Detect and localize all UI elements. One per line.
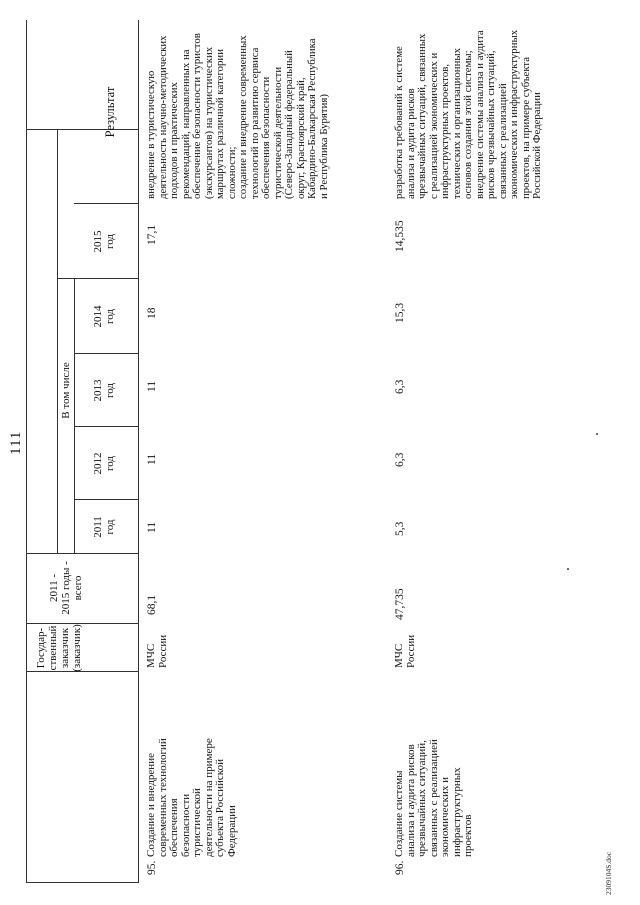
header-in-that-number: В том числе xyxy=(60,362,72,419)
row-number: 95. xyxy=(146,860,158,875)
row-customer: МЧС России xyxy=(393,634,417,668)
row-name: Создание системы анализа и аудита рисков чрезвычайных ситуаций, связанных с реализацией экономических и инфраструктурных проектов xyxy=(393,739,474,857)
header-year-2014: 2014 год xyxy=(92,305,116,328)
row-number: 96. xyxy=(394,860,406,875)
grid-left-border xyxy=(26,882,138,883)
row-2011: 5,3 xyxy=(394,521,406,536)
scan-speck xyxy=(596,434,598,436)
row-2012: 6,3 xyxy=(394,452,406,467)
header-customer: Государ- ственный заказчик (заказчик) xyxy=(35,624,83,672)
row-2015: 17,1 xyxy=(146,224,158,245)
row-result: внедрение в туристическую деятельность научно-методических подходов и практических рекомендаций, направленных на обеспечение безопасности туристов (экскурсантов) на туристических маршрутах различной категории сложности; создание и внедрение современных технологий по развитию сервиса обеспечения безопасности туристической деятельности (Северо-Западный федеральный округ, Красноярский край, Кабардино-Балкарская Республика и Республика Бурятия) xyxy=(145,33,330,199)
header-year-2015: 2015 год xyxy=(92,230,116,253)
row-2014: 15,3 xyxy=(394,302,406,323)
row-2015: 14,535 xyxy=(394,220,406,252)
row-2013: 11 xyxy=(146,380,158,392)
table-top-border xyxy=(26,20,27,883)
row-total: 47,735 xyxy=(394,588,406,620)
header-total: 2011 - 2015 годы - всего xyxy=(48,561,84,615)
page-number: 111 xyxy=(8,430,24,455)
row-name: Создание и внедрение современных технологий обеспечения безопасности туристической деятельности на примере субъекта Российской Федерации xyxy=(145,738,238,857)
header-result: Результат xyxy=(103,86,117,138)
header-bottom-border xyxy=(138,20,139,883)
row-2011: 11 xyxy=(146,521,158,533)
scan-speck xyxy=(567,569,569,571)
footer-file-code: 2309104S.doc xyxy=(604,851,613,895)
row-customer: МЧС России xyxy=(145,634,169,668)
row-2014: 18 xyxy=(146,307,158,319)
row-total: 68,1 xyxy=(146,594,158,615)
header-year-2013: 2013 год xyxy=(92,379,116,402)
in-that-number-line xyxy=(74,279,75,554)
row-2013: 6,3 xyxy=(394,379,406,394)
row-2012: 11 xyxy=(146,453,158,465)
header-year-2012: 2012 год xyxy=(92,452,116,475)
grid-line-result xyxy=(26,129,138,130)
header-year-2011: 2011 год xyxy=(92,516,116,538)
row-result: разработка требований к системе анализа и аудита рисков чрезвычайных ситуаций, связанных с реализацией экономических и инфраструктурных проектов, технических и организационных основов создания этой системы; внедрение системы анализа и аудита рисков чрезвычайных ситуаций, связанных с реализацией экономических и инфраструктурных проектов, на примере субъекта Российской Федерации xyxy=(393,29,543,199)
header-subgroup-line xyxy=(57,130,58,554)
